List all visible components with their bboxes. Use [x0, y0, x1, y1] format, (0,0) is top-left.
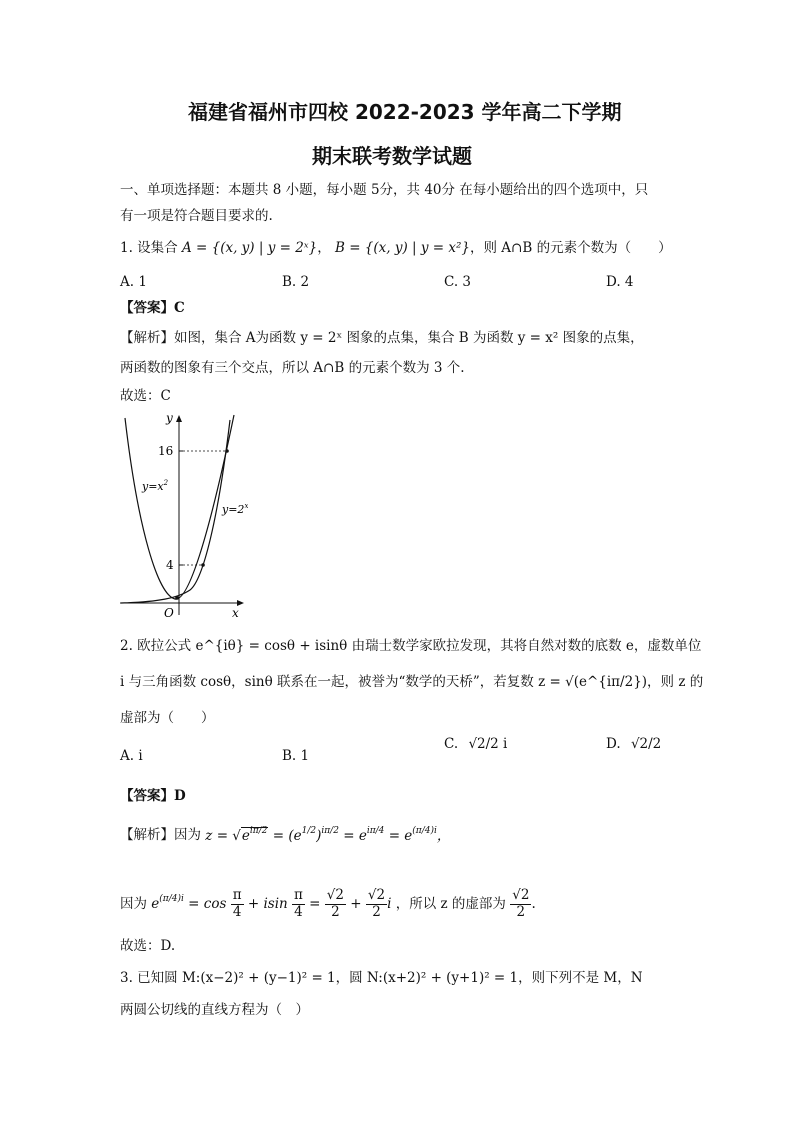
q3-line2: 两圆公切线的直线方程为（ ）: [120, 1002, 309, 1018]
q2-option-d-letter: D.: [606, 736, 621, 752]
q2-analysis-line1-prefix: 【解析】因为: [120, 827, 201, 843]
q1-set-a: A = {(x, y) | y = 2ˣ}: [181, 240, 318, 256]
exponential-curve: [121, 420, 230, 603]
section-heading-line2: 有一项是符合题目要求的.: [120, 208, 273, 224]
tick-16-label: 16: [158, 444, 174, 458]
q2-analysis-result: $\frac{√2}{2}$: [512, 887, 530, 920]
q1-option-b: B. 2: [282, 274, 310, 290]
intersection-point: [201, 563, 205, 567]
q2-option-c-letter: C.: [444, 736, 459, 752]
intersection-point: [175, 596, 179, 600]
page-title-line1: 福建省福州市四校 2022-2023 学年高二下学期: [188, 100, 622, 124]
parabola-label: $y=x^2$: [142, 479, 169, 493]
q2-analysis-line2-prefix: 因为: [120, 895, 147, 912]
origin-label: O: [164, 606, 174, 620]
axis-y-label: y: [166, 411, 173, 425]
exponential-label: $y=2^x$: [222, 502, 248, 516]
q1-analysis-line1: 【解析】如图，集合 A为函数 y = 2ˣ 图象的点集，集合 B 为函数 y = x² 图象的点集，: [120, 330, 644, 346]
q2-option-c-value: √2/2 i: [468, 736, 508, 752]
q2-conclusion: 故选：D.: [120, 938, 176, 954]
q2-line3: 虚部为（ ）: [120, 710, 215, 726]
q2-line1: 2. 欧拉公式 e^{iθ} = cosθ + isinθ 由瑞士数学家欧拉发现，其将自然对数的底数 e，虚数单位: [120, 638, 702, 654]
intersection-point: [225, 449, 229, 453]
page-title-line2: 期末联考数学试题: [312, 144, 472, 168]
axis-x-label: x: [232, 606, 239, 620]
q3-line1: 3. 已知圆 M:(x−2)² + (y−1)² = 1，圆 N:(x+2)² + (y+1)² = 1，则下列不是 M，N: [120, 970, 643, 986]
q1-option-c: C. 3: [444, 274, 472, 290]
q2-analysis-line1-formula: $z = √e^{i\pi/2} = (e^{1/2})^{i\pi/2} = e^{i\pi/4} = e^{(\pi/4)i}$，: [205, 826, 451, 844]
q1-stem-suffix: ，则 A∩B 的元素个数为（ ）: [470, 240, 672, 256]
q2-option-c: [444, 738, 507, 752]
q1-function-graph: [118, 410, 248, 620]
q1-stem-prefix: 1. 设集合: [120, 240, 178, 256]
tick-4-label: 4: [166, 558, 174, 572]
q1-option-a: A. 1: [120, 274, 147, 290]
q2-option-a: A. i: [120, 748, 143, 764]
q2-analysis-line2-mid: ，所以 z 的虚部为: [395, 895, 506, 912]
q2-analysis-line2: 因为 $e^{(\pi/4)i} = \cos$ $\frac{\pi}{4}$ + isin $\frac{\pi}{4}$ = $\frac{√2}{2}$ + $\frac{√2}{2}$ i ，所以 z 的虚部为 $\frac{√2}{2}$ .: [120, 887, 536, 920]
q2-option-d: [606, 738, 661, 752]
q1-conclusion: 故选：C: [120, 388, 171, 404]
q2-option-d-value: √2/2: [630, 736, 662, 752]
q2-answer: 【答案】D: [120, 788, 186, 804]
section-heading-line1: 一、单项选择题：本题共 8 小题，每小题 5分，共 40分 在每小题给出的四个选项中，只: [120, 182, 649, 198]
q2-option-b: B. 1: [282, 748, 310, 764]
q2-analysis-line1: [120, 826, 450, 844]
q1-analysis-line2: 两函数的图象有三个交点，所以 A∩B 的元素个数为 3 个.: [120, 360, 465, 376]
q1-set-b: B = {(x, y) | y = x²}: [334, 240, 471, 256]
q1-answer: 【答案】C: [120, 300, 185, 316]
q1-stem: 1. 设集合 A = {(x, y) | y = 2ˣ}， B = {(x, y) | y = x²}，则 A∩B 的元素个数为（ ）: [120, 240, 672, 256]
y-axis-arrow: [176, 415, 182, 422]
q2-line2: i 与三角函数 cosθ，sinθ 联系在一起，被誉为“数学的天桥”，若复数 z = √(e^{iπ/2})，则 z 的: [120, 674, 704, 690]
q2-analysis-line2-formula: $e^{(\pi/4)i} = \cos$ $\frac{\pi}{4}$ + isin $\frac{\pi}{4}$ = $\frac{√2}{2}$ + $\frac{√2}{2}$ i: [151, 887, 392, 920]
q1-option-d: D. 4: [606, 274, 634, 290]
